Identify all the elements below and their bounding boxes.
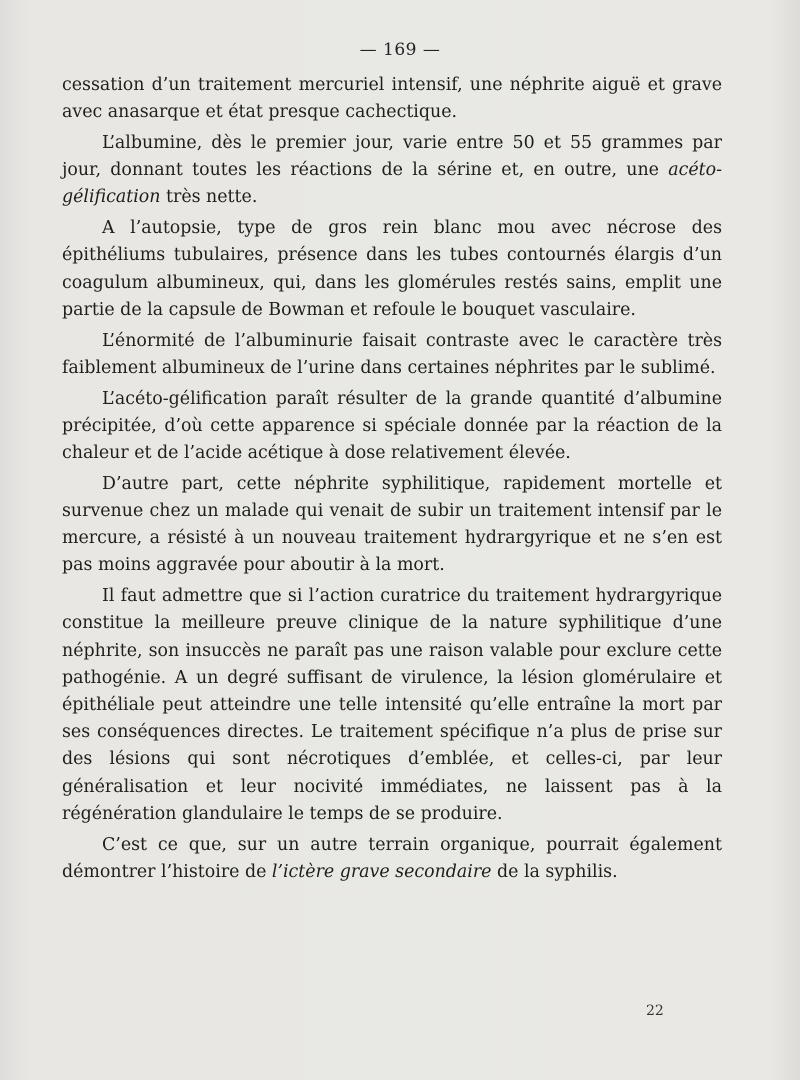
paragraph-6: D’autre part, cette néphrite syphilitique, rapidement mortelle et survenue chez un malade qui venait de subir un traitement intensif par le mercure, a résisté à un nouveau traitement hydrargyrique et ne s’en est pas moins aggravée pour aboutir à la mort. — [62, 473, 722, 576]
paragraph-2-italic-term: acéto-gélification — [62, 160, 722, 208]
paragraph-8 — [62, 832, 722, 886]
paragraph-8-text-after: de la syphilis. — [491, 861, 618, 882]
signature-folio: 22 — [646, 1003, 664, 1019]
paragraph-2 — [62, 130, 722, 212]
paragraph-1: cessation d’un traitement mercuriel intensif, une néphrite aiguë et grave avec anasarque et état presque cachectique. — [62, 75, 722, 123]
page-number: — 169 — — [359, 40, 441, 60]
body-text — [62, 72, 722, 890]
paragraph-2-text-before: L’albumine, dès le premier jour, varie entre 50 et 55 grammes par jour, donnant toutes les réactions de la sérine et, en outre, une — [62, 133, 722, 181]
paragraph-7: Il faut admettre que si l’action curatrice du traitement hydrargyrique constitue la meilleure preuve clinique de la nature syphilitique d’une néphrite, son insuccès ne paraît pas une raison valable pour exclure cette pathogénie. A un degré suffisant de virulence, la lésion glomérulaire et épithéliale peut atteindre une telle intensité qu’elle entraîne la mort par ses conséquences directes. Le traitement spécifique n’a plus de prise sur des lésions qui sont nécrotiques d’emblée, et celles-ci, par leur généralisation et leur nocivité immédiates, ne laissent pas à la régénération glandulaire le temps de se produire. — [62, 586, 722, 824]
paragraph-8-text-before: C’est ce que, sur un autre terrain organique, pourrait également démontrer l’histoire de — [62, 834, 722, 882]
paragraph-5: L’acéto-gélification paraît résulter de la grande quantité d’albumine précipitée, d’où cette apparence si spéciale donnée par la réaction de la chaleur et de l’acide acétique à dose relativement élevée. — [62, 388, 722, 464]
paragraph-4: L’énormité de l’albuminurie faisait contraste avec le caractère très faiblement albumineux de l’urine dans certaines néphrites par le sublimé. — [62, 330, 722, 378]
paragraph-2-text-after: très nette. — [160, 187, 258, 208]
paragraph-3: A l’autopsie, type de gros rein blanc mou avec nécrose des épithéliums tubulaires, présence dans les tubes contournés élargis d’un coagulum albumineux, qui, dans les glomérules restés sains, emplit une partie de la capsule de Bowman et refoule le bouquet vasculaire. — [62, 218, 722, 320]
paragraph-8-italic-term: l’ictère grave secondaire — [271, 861, 492, 882]
